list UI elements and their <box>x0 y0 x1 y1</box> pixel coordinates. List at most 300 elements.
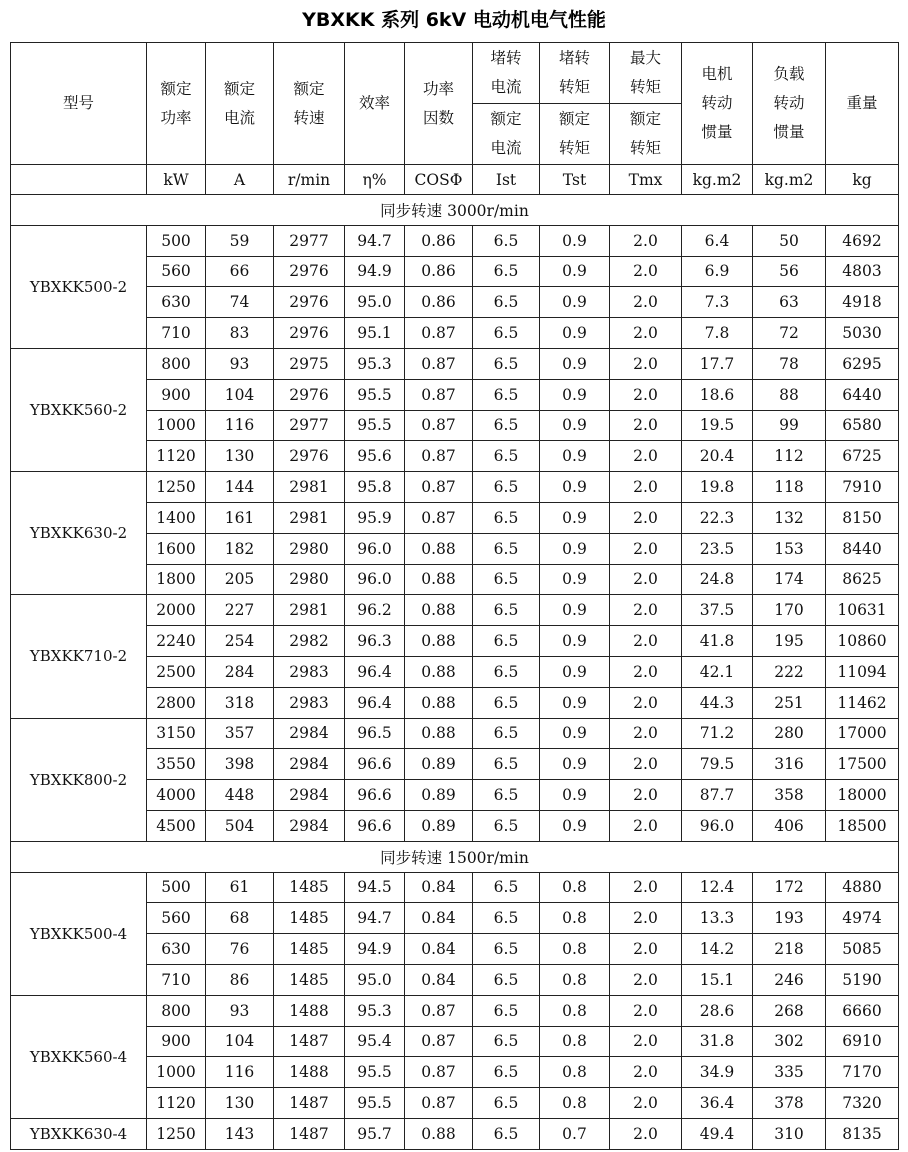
data-cell: 7320 <box>826 1088 899 1119</box>
data-cell: 31.8 <box>682 1026 753 1057</box>
table-row <box>11 1118 899 1149</box>
data-cell: 0.86 <box>405 287 473 318</box>
data-cell: 4974 <box>826 903 899 934</box>
data-cell: 34.9 <box>682 1057 753 1088</box>
data-cell: 6.5 <box>473 626 540 657</box>
data-cell: 6660 <box>826 995 899 1026</box>
data-cell: 22.3 <box>682 502 753 533</box>
data-cell: 76 <box>206 934 274 965</box>
data-cell: 0.8 <box>540 995 610 1026</box>
table-row <box>11 348 899 379</box>
data-cell: 59 <box>206 225 274 256</box>
data-cell: 254 <box>206 626 274 657</box>
data-cell: 2976 <box>274 379 345 410</box>
data-cell: 0.9 <box>540 256 610 287</box>
data-cell: 15.1 <box>682 964 753 995</box>
table-row <box>11 595 899 626</box>
data-cell: 2.0 <box>610 1057 682 1088</box>
data-cell: 2976 <box>274 441 345 472</box>
data-cell: 95.5 <box>345 1057 405 1088</box>
data-cell: 94.5 <box>345 872 405 903</box>
data-cell: 280 <box>753 718 826 749</box>
data-cell: 0.88 <box>405 656 473 687</box>
data-cell: 6.5 <box>473 1057 540 1088</box>
data-cell: 6725 <box>826 441 899 472</box>
data-cell: 0.88 <box>405 626 473 657</box>
data-cell: 96.6 <box>345 780 405 811</box>
data-cell: 335 <box>753 1057 826 1088</box>
data-cell: 72 <box>753 318 826 349</box>
data-cell: 6.5 <box>473 410 540 441</box>
unit-cell: COSΦ <box>405 165 473 195</box>
data-cell: 18.6 <box>682 379 753 410</box>
data-cell: 83 <box>206 318 274 349</box>
data-cell: 95.9 <box>345 502 405 533</box>
data-cell: 284 <box>206 656 274 687</box>
header-speed: 额定 转速 <box>274 43 345 165</box>
data-cell: 116 <box>206 1057 274 1088</box>
data-cell: 0.9 <box>540 379 610 410</box>
data-cell: 130 <box>206 1088 274 1119</box>
data-cell: 95.8 <box>345 472 405 503</box>
data-cell: 2.0 <box>610 718 682 749</box>
data-cell: 78 <box>753 348 826 379</box>
data-cell: 448 <box>206 780 274 811</box>
data-cell: 95.0 <box>345 964 405 995</box>
data-cell: 74 <box>206 287 274 318</box>
data-cell: 95.5 <box>345 1088 405 1119</box>
data-cell: 6.5 <box>473 348 540 379</box>
model-cell: YBXKK630-2 <box>11 472 147 595</box>
data-cell: 2.0 <box>610 472 682 503</box>
data-cell: 302 <box>753 1026 826 1057</box>
data-cell: 79.5 <box>682 749 753 780</box>
data-cell: 1600 <box>147 533 206 564</box>
data-cell: 2.0 <box>610 225 682 256</box>
data-cell: 0.8 <box>540 1088 610 1119</box>
data-cell: 0.9 <box>540 318 610 349</box>
data-cell: 630 <box>147 287 206 318</box>
data-cell: 318 <box>206 687 274 718</box>
data-cell: 95.3 <box>345 995 405 1026</box>
data-cell: 87.7 <box>682 780 753 811</box>
data-cell: 99 <box>753 410 826 441</box>
data-cell: 710 <box>147 318 206 349</box>
data-cell: 172 <box>753 872 826 903</box>
table-row <box>11 872 899 903</box>
data-cell: 2976 <box>274 256 345 287</box>
data-cell: 1250 <box>147 1118 206 1149</box>
data-cell: 56 <box>753 256 826 287</box>
data-cell: 0.87 <box>405 472 473 503</box>
header-ist-top: 堵转 电流 <box>473 43 540 104</box>
data-cell: 7910 <box>826 472 899 503</box>
data-cell: 130 <box>206 441 274 472</box>
data-cell: 6.5 <box>473 934 540 965</box>
data-cell: 2984 <box>274 780 345 811</box>
unit-cell: r/min <box>274 165 345 195</box>
data-cell: 2.0 <box>610 1026 682 1057</box>
table-row <box>11 995 899 1026</box>
data-cell: 2.0 <box>610 1118 682 1149</box>
data-cell: 0.84 <box>405 964 473 995</box>
model-cell: YBXKK500-2 <box>11 225 147 348</box>
data-cell: 2.0 <box>610 749 682 780</box>
data-cell: 1120 <box>147 1088 206 1119</box>
data-cell: 1488 <box>274 1057 345 1088</box>
data-cell: 0.9 <box>540 225 610 256</box>
data-cell: 86 <box>206 964 274 995</box>
data-cell: 2981 <box>274 595 345 626</box>
data-cell: 96.5 <box>345 718 405 749</box>
data-cell: 0.7 <box>540 1118 610 1149</box>
section-header: 同步转速 3000r/min <box>11 195 899 226</box>
unit-cell: A <box>206 165 274 195</box>
data-cell: 2977 <box>274 225 345 256</box>
data-cell: 246 <box>753 964 826 995</box>
data-cell: 24.8 <box>682 564 753 595</box>
data-cell: 7170 <box>826 1057 899 1088</box>
data-cell: 2980 <box>274 533 345 564</box>
header-weight: 重量 <box>826 43 899 165</box>
data-cell: 2983 <box>274 656 345 687</box>
data-cell: 88 <box>753 379 826 410</box>
data-cell: 0.87 <box>405 348 473 379</box>
data-cell: 182 <box>206 533 274 564</box>
data-cell: 71.2 <box>682 718 753 749</box>
data-cell: 0.89 <box>405 749 473 780</box>
data-cell: 0.9 <box>540 472 610 503</box>
unit-cell: Ist <box>473 165 540 195</box>
data-cell: 19.8 <box>682 472 753 503</box>
data-cell: 94.7 <box>345 903 405 934</box>
data-cell: 0.9 <box>540 595 610 626</box>
data-cell: 96.6 <box>345 749 405 780</box>
data-cell: 23.5 <box>682 533 753 564</box>
data-cell: 800 <box>147 995 206 1026</box>
data-cell: 8135 <box>826 1118 899 1149</box>
data-cell: 104 <box>206 1026 274 1057</box>
model-cell: YBXKK500-4 <box>11 872 147 995</box>
data-cell: 63 <box>753 287 826 318</box>
data-cell: 0.87 <box>405 379 473 410</box>
data-cell: 13.3 <box>682 903 753 934</box>
data-cell: 42.1 <box>682 656 753 687</box>
unit-cell: kW <box>147 165 206 195</box>
data-cell: 0.9 <box>540 626 610 657</box>
data-cell: 2984 <box>274 718 345 749</box>
data-cell: 95.6 <box>345 441 405 472</box>
data-cell: 222 <box>753 656 826 687</box>
data-cell: 218 <box>753 934 826 965</box>
data-cell: 0.87 <box>405 1088 473 1119</box>
data-cell: 95.4 <box>345 1026 405 1057</box>
data-cell: 10631 <box>826 595 899 626</box>
data-cell: 95.5 <box>345 410 405 441</box>
data-cell: 406 <box>753 810 826 841</box>
data-cell: 2.0 <box>610 533 682 564</box>
data-cell: 1800 <box>147 564 206 595</box>
unit-cell: kg.m2 <box>682 165 753 195</box>
data-cell: 153 <box>753 533 826 564</box>
data-cell: 2.0 <box>610 595 682 626</box>
data-cell: 66 <box>206 256 274 287</box>
data-cell: 0.84 <box>405 903 473 934</box>
data-cell: 2.0 <box>610 1088 682 1119</box>
data-cell: 7.3 <box>682 287 753 318</box>
data-cell: 1120 <box>147 441 206 472</box>
data-cell: 2.0 <box>610 964 682 995</box>
unit-cell: kg <box>826 165 899 195</box>
data-cell: 0.9 <box>540 718 610 749</box>
data-cell: 1000 <box>147 410 206 441</box>
data-cell: 900 <box>147 1026 206 1057</box>
data-cell: 2240 <box>147 626 206 657</box>
header-motor-inertia: 电机 转动 惯量 <box>682 43 753 165</box>
data-cell: 2.0 <box>610 287 682 318</box>
data-cell: 96.0 <box>682 810 753 841</box>
data-cell: 2.0 <box>610 564 682 595</box>
data-cell: 1487 <box>274 1088 345 1119</box>
unit-cell: Tmx <box>610 165 682 195</box>
data-cell: 95.1 <box>345 318 405 349</box>
data-cell: 0.88 <box>405 718 473 749</box>
data-cell: 6.9 <box>682 256 753 287</box>
data-cell: 17500 <box>826 749 899 780</box>
data-cell: 6.5 <box>473 533 540 564</box>
data-cell: 0.88 <box>405 533 473 564</box>
data-cell: 2.0 <box>610 502 682 533</box>
header-power-factor: 功率 因数 <box>405 43 473 165</box>
model-cell: YBXKK630-4 <box>11 1118 147 1149</box>
unit-cell: kg.m2 <box>753 165 826 195</box>
data-cell: 6.5 <box>473 287 540 318</box>
data-cell: 710 <box>147 964 206 995</box>
header-power: 额定 功率 <box>147 43 206 165</box>
data-cell: 195 <box>753 626 826 657</box>
data-cell: 2984 <box>274 749 345 780</box>
data-cell: 900 <box>147 379 206 410</box>
header-model: 型号 <box>11 43 147 165</box>
data-cell: 2.0 <box>610 687 682 718</box>
data-cell: 4692 <box>826 225 899 256</box>
data-cell: 93 <box>206 995 274 1026</box>
data-cell: 96.0 <box>345 533 405 564</box>
data-cell: 12.4 <box>682 872 753 903</box>
data-cell: 630 <box>147 934 206 965</box>
data-cell: 41.8 <box>682 626 753 657</box>
data-cell: 6.5 <box>473 441 540 472</box>
data-cell: 2982 <box>274 626 345 657</box>
model-cell: YBXKK560-4 <box>11 995 147 1118</box>
data-cell: 96.4 <box>345 687 405 718</box>
data-cell: 0.87 <box>405 502 473 533</box>
data-cell: 95.7 <box>345 1118 405 1149</box>
data-cell: 2.0 <box>610 656 682 687</box>
data-cell: 0.87 <box>405 318 473 349</box>
data-cell: 5085 <box>826 934 899 965</box>
data-cell: 0.8 <box>540 964 610 995</box>
data-cell: 205 <box>206 564 274 595</box>
data-cell: 2983 <box>274 687 345 718</box>
data-cell: 2984 <box>274 810 345 841</box>
data-cell: 6.4 <box>682 225 753 256</box>
data-cell: 1485 <box>274 903 345 934</box>
data-cell: 0.9 <box>540 564 610 595</box>
data-cell: 6440 <box>826 379 899 410</box>
data-cell: 0.84 <box>405 872 473 903</box>
data-cell: 6.5 <box>473 780 540 811</box>
data-cell: 2.0 <box>610 810 682 841</box>
data-cell: 0.89 <box>405 810 473 841</box>
data-cell: 68 <box>206 903 274 934</box>
data-cell: 143 <box>206 1118 274 1149</box>
section-header: 同步转速 1500r/min <box>11 841 899 872</box>
data-cell: 2.0 <box>610 441 682 472</box>
data-cell: 94.9 <box>345 256 405 287</box>
data-cell: 268 <box>753 995 826 1026</box>
data-cell: 6.5 <box>473 964 540 995</box>
data-cell: 0.8 <box>540 934 610 965</box>
data-cell: 96.3 <box>345 626 405 657</box>
data-cell: 6.5 <box>473 1088 540 1119</box>
data-cell: 6.5 <box>473 502 540 533</box>
data-cell: 2.0 <box>610 780 682 811</box>
data-cell: 193 <box>753 903 826 934</box>
data-cell: 116 <box>206 410 274 441</box>
data-cell: 8150 <box>826 502 899 533</box>
data-cell: 2.0 <box>610 903 682 934</box>
data-cell: 8440 <box>826 533 899 564</box>
unit-cell: η% <box>345 165 405 195</box>
data-cell: 112 <box>753 441 826 472</box>
data-cell: 0.9 <box>540 410 610 441</box>
data-cell: 2000 <box>147 595 206 626</box>
data-cell: 2.0 <box>610 348 682 379</box>
data-cell: 1485 <box>274 964 345 995</box>
data-cell: 0.84 <box>405 934 473 965</box>
data-cell: 6.5 <box>473 595 540 626</box>
data-cell: 2.0 <box>610 318 682 349</box>
data-cell: 95.5 <box>345 379 405 410</box>
data-cell: 104 <box>206 379 274 410</box>
data-cell: 6.5 <box>473 656 540 687</box>
data-cell: 118 <box>753 472 826 503</box>
model-cell: YBXKK710-2 <box>11 595 147 718</box>
data-cell: 500 <box>147 872 206 903</box>
data-cell: 6.5 <box>473 256 540 287</box>
data-cell: 0.9 <box>540 687 610 718</box>
data-cell: 14.2 <box>682 934 753 965</box>
data-cell: 11094 <box>826 656 899 687</box>
table-row <box>11 472 899 503</box>
data-cell: 10860 <box>826 626 899 657</box>
data-cell: 378 <box>753 1088 826 1119</box>
data-cell: 2975 <box>274 348 345 379</box>
data-cell: 0.9 <box>540 287 610 318</box>
data-cell: 1250 <box>147 472 206 503</box>
data-cell: 96.0 <box>345 564 405 595</box>
data-cell: 93 <box>206 348 274 379</box>
data-cell: 6580 <box>826 410 899 441</box>
data-cell: 6.5 <box>473 1118 540 1149</box>
data-cell: 2976 <box>274 318 345 349</box>
data-cell: 4803 <box>826 256 899 287</box>
header-ist-bottom: 额定 电流 <box>473 104 540 165</box>
data-cell: 1400 <box>147 502 206 533</box>
data-cell: 251 <box>753 687 826 718</box>
data-cell: 132 <box>753 502 826 533</box>
data-cell: 19.5 <box>682 410 753 441</box>
data-cell: 2.0 <box>610 256 682 287</box>
model-cell: YBXKK560-2 <box>11 348 147 471</box>
data-cell: 358 <box>753 780 826 811</box>
data-cell: 0.9 <box>540 810 610 841</box>
data-cell: 0.9 <box>540 780 610 811</box>
data-cell: 174 <box>753 564 826 595</box>
header-efficiency: 效率 <box>345 43 405 165</box>
data-cell: 1487 <box>274 1118 345 1149</box>
data-cell: 2.0 <box>610 995 682 1026</box>
data-cell: 0.88 <box>405 595 473 626</box>
data-cell: 2.0 <box>610 872 682 903</box>
data-cell: 94.7 <box>345 225 405 256</box>
data-cell: 4500 <box>147 810 206 841</box>
header-current: 额定 电流 <box>206 43 274 165</box>
page-title: YBXKK 系列 6kV 电动机电气性能 <box>302 9 606 31</box>
data-cell: 4880 <box>826 872 899 903</box>
data-cell: 6.5 <box>473 225 540 256</box>
data-cell: 1487 <box>274 1026 345 1057</box>
data-cell: 2980 <box>274 564 345 595</box>
data-cell: 6.5 <box>473 1026 540 1057</box>
data-cell: 0.9 <box>540 656 610 687</box>
spec-table <box>10 42 899 1150</box>
data-cell: 310 <box>753 1118 826 1149</box>
data-cell: 0.87 <box>405 441 473 472</box>
header-load-inertia: 负载 转动 惯量 <box>753 43 826 165</box>
header-tst-top: 堵转 转矩 <box>540 43 610 104</box>
data-cell: 3150 <box>147 718 206 749</box>
data-cell: 560 <box>147 903 206 934</box>
data-cell: 0.8 <box>540 1026 610 1057</box>
data-cell: 0.9 <box>540 533 610 564</box>
data-cell: 17000 <box>826 718 899 749</box>
data-cell: 170 <box>753 595 826 626</box>
data-cell: 6.5 <box>473 995 540 1026</box>
table-header <box>11 43 899 195</box>
data-cell: 500 <box>147 225 206 256</box>
data-cell: 504 <box>206 810 274 841</box>
data-cell: 0.86 <box>405 225 473 256</box>
data-cell: 94.9 <box>345 934 405 965</box>
data-cell: 6295 <box>826 348 899 379</box>
data-cell: 4000 <box>147 780 206 811</box>
data-cell: 2.0 <box>610 626 682 657</box>
data-cell: 0.86 <box>405 256 473 287</box>
data-cell: 560 <box>147 256 206 287</box>
data-cell: 2800 <box>147 687 206 718</box>
data-cell: 17.7 <box>682 348 753 379</box>
table-body <box>11 195 899 1150</box>
data-cell: 2981 <box>274 502 345 533</box>
data-cell: 6.5 <box>473 718 540 749</box>
data-cell: 2976 <box>274 287 345 318</box>
data-cell: 0.87 <box>405 1057 473 1088</box>
data-cell: 96.2 <box>345 595 405 626</box>
data-cell: 7.8 <box>682 318 753 349</box>
data-cell: 2.0 <box>610 934 682 965</box>
